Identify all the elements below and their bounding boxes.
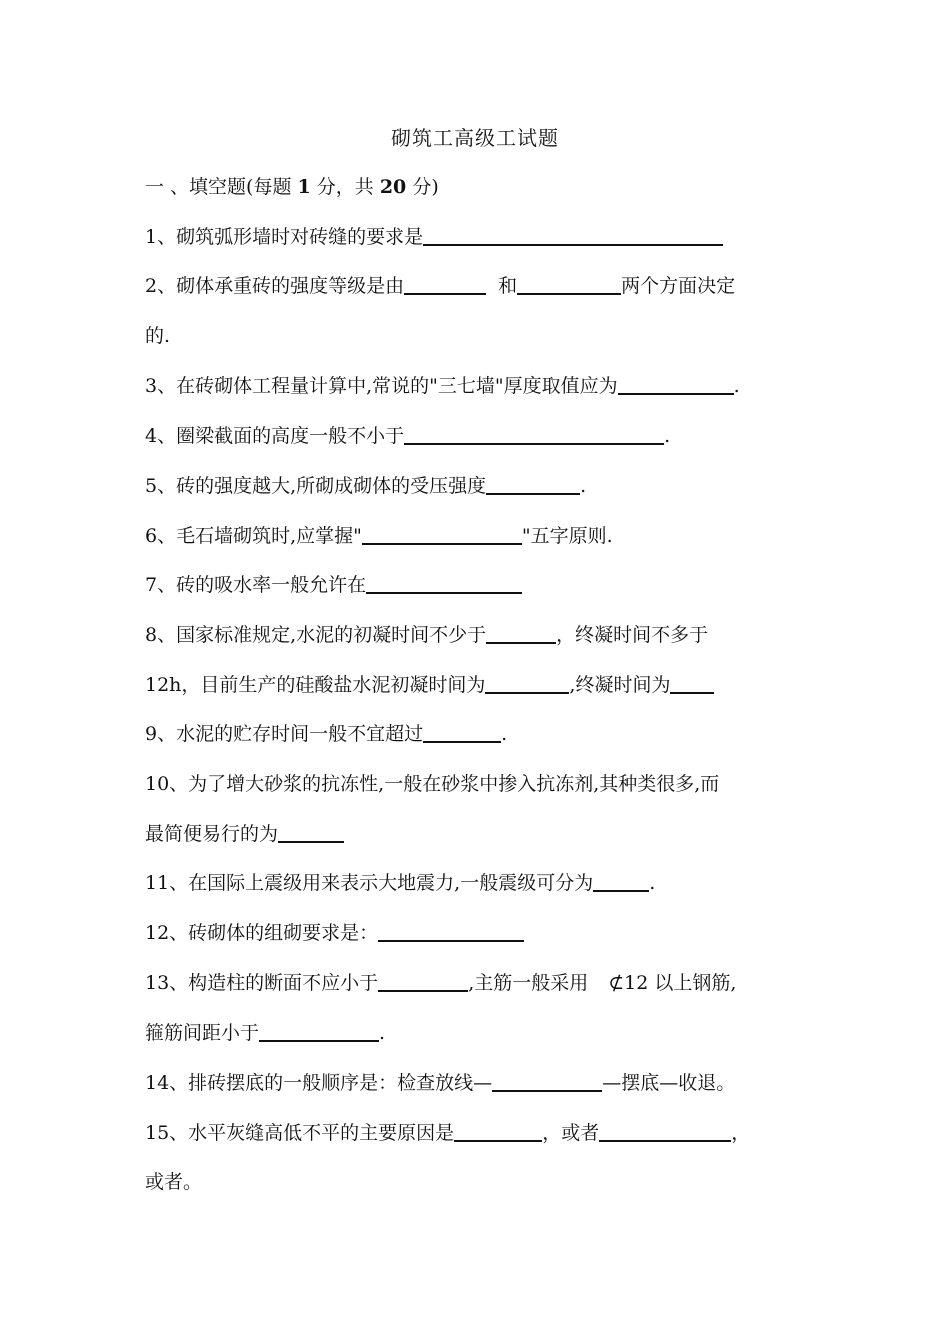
question-15-continued bbox=[145, 1167, 202, 1197]
question-4-text: 4、圈梁截面的高度一般不小于 bbox=[145, 425, 405, 447]
question-13-text: 13、构造柱的断面不应小于 bbox=[145, 972, 379, 994]
question-5-text: 5、砖的强度越大,所砌成砌体的受压强度 bbox=[145, 475, 487, 497]
question-1 bbox=[145, 222, 723, 252]
question-15-text: 15、水平灰缝高低不平的主要原因是 bbox=[145, 1122, 455, 1144]
question-7 bbox=[145, 570, 522, 600]
question-2-text-cont: 的. bbox=[145, 325, 171, 347]
question-10-text: 10、为了增大砂浆的抗冻性,一般在砂浆中掺入抗冻剂,其种类很多,而 bbox=[145, 773, 720, 795]
answer-blank[interactable] bbox=[593, 870, 649, 892]
answer-blank[interactable] bbox=[423, 224, 723, 246]
answer-blank[interactable] bbox=[378, 970, 468, 992]
question-14-text: 14、排砖摆底的一般顺序是：检查放线— bbox=[145, 1072, 493, 1094]
question-8-text-mid: ，终凝时间不多于 bbox=[556, 624, 709, 646]
question-15-text-mid: ，或者 bbox=[542, 1122, 600, 1144]
question-10-text-cont: 最简便易行的为 bbox=[145, 823, 279, 845]
question-8-text-end: ,终凝时间为 bbox=[569, 674, 671, 696]
answer-blank[interactable] bbox=[404, 423, 664, 445]
question-9-period: . bbox=[501, 723, 508, 745]
question-4 bbox=[145, 421, 670, 451]
question-14 bbox=[145, 1068, 735, 1098]
question-13 bbox=[145, 968, 736, 998]
answer-blank[interactable] bbox=[362, 523, 522, 545]
section-heading-prefix: 一 、填空题(每题 bbox=[145, 176, 298, 198]
answer-blank[interactable] bbox=[366, 572, 522, 594]
question-3-text: 3、在砖砌体工程量计算中,常说的"三七墙"厚度取值应为 bbox=[145, 375, 618, 397]
answer-blank[interactable] bbox=[618, 373, 734, 395]
answer-blank[interactable] bbox=[492, 1070, 602, 1092]
section-points-total: 20 bbox=[379, 176, 407, 198]
question-10-continued bbox=[145, 819, 344, 849]
question-13-text-mid: ,主筋一般采用 bbox=[468, 972, 589, 994]
question-12-text: 12、砖砌体的组砌要求是： bbox=[145, 922, 379, 944]
question-2-text: 2、砌体承重砖的强度等级是由 bbox=[145, 275, 405, 297]
section-heading-mid: 分，共 bbox=[310, 176, 380, 198]
question-13-text-cont: 箍筋间距小于 bbox=[145, 1022, 260, 1044]
question-2-continued bbox=[145, 321, 170, 351]
question-7-text: 7、砖的吸水率一般允许在 bbox=[145, 574, 367, 596]
question-14-text-end: —摆底—收退。 bbox=[602, 1072, 736, 1094]
answer-blank[interactable] bbox=[670, 672, 714, 694]
question-9 bbox=[145, 719, 507, 749]
question-15-text-cont: 或者。 bbox=[145, 1171, 203, 1193]
question-6 bbox=[145, 521, 613, 551]
question-13-period: . bbox=[379, 1022, 386, 1044]
answer-blank[interactable] bbox=[486, 622, 556, 644]
answer-blank[interactable] bbox=[259, 1020, 379, 1042]
section-heading-suffix: 分) bbox=[406, 176, 439, 198]
question-12 bbox=[145, 918, 524, 948]
answer-blank[interactable] bbox=[454, 1120, 542, 1142]
question-2 bbox=[145, 271, 735, 301]
question-8-text-cont: 12h，目前生产的硅酸盐水泥初凝时间为 bbox=[145, 674, 486, 696]
answer-blank[interactable] bbox=[517, 273, 621, 295]
question-1-text: 1、砌筑弧形墙时对砖缝的要求是 bbox=[145, 226, 424, 248]
question-13-continued bbox=[145, 1018, 385, 1048]
answer-blank[interactable] bbox=[486, 473, 580, 495]
question-10 bbox=[145, 769, 719, 799]
question-15-comma: ， bbox=[731, 1122, 751, 1144]
answer-blank[interactable] bbox=[404, 273, 486, 295]
question-5-period: . bbox=[580, 475, 587, 497]
answer-blank[interactable] bbox=[378, 920, 524, 942]
question-15 bbox=[145, 1118, 750, 1148]
question-2-text-end: 两个方面决定 bbox=[621, 275, 736, 297]
question-11-text: 11、在国际上震级用来表示大地震力,一般震级可分为 bbox=[145, 872, 594, 894]
section-points-each: 1 bbox=[297, 176, 311, 198]
question-11-period: . bbox=[649, 872, 656, 894]
answer-blank[interactable] bbox=[278, 821, 344, 843]
question-9-text: 9、水泥的贮存时间一般不宜超过 bbox=[145, 723, 424, 745]
question-8-text: 8、国家标准规定,水泥的初凝时间不少于 bbox=[145, 624, 487, 646]
question-5 bbox=[145, 471, 586, 501]
page-title: 砌筑工高级工试题 bbox=[391, 126, 559, 150]
question-8 bbox=[145, 620, 708, 650]
question-2-text-and: 和 bbox=[498, 275, 518, 297]
answer-blank[interactable] bbox=[599, 1120, 731, 1142]
answer-blank[interactable] bbox=[485, 672, 569, 694]
question-3 bbox=[145, 371, 740, 401]
question-13-text-end: 12 以上钢筋, bbox=[624, 972, 737, 994]
question-6-text-end: "五字原则. bbox=[521, 525, 613, 547]
question-4-period: . bbox=[664, 425, 671, 447]
section-heading bbox=[145, 172, 439, 202]
question-6-text: 6、毛石墙砌筑时,应掌握" bbox=[145, 525, 362, 547]
answer-blank[interactable] bbox=[423, 721, 501, 743]
question-8-continued bbox=[145, 670, 714, 700]
question-3-period: . bbox=[733, 375, 740, 397]
question-11 bbox=[145, 868, 655, 898]
diameter-symbol: ⊄ bbox=[608, 972, 625, 994]
